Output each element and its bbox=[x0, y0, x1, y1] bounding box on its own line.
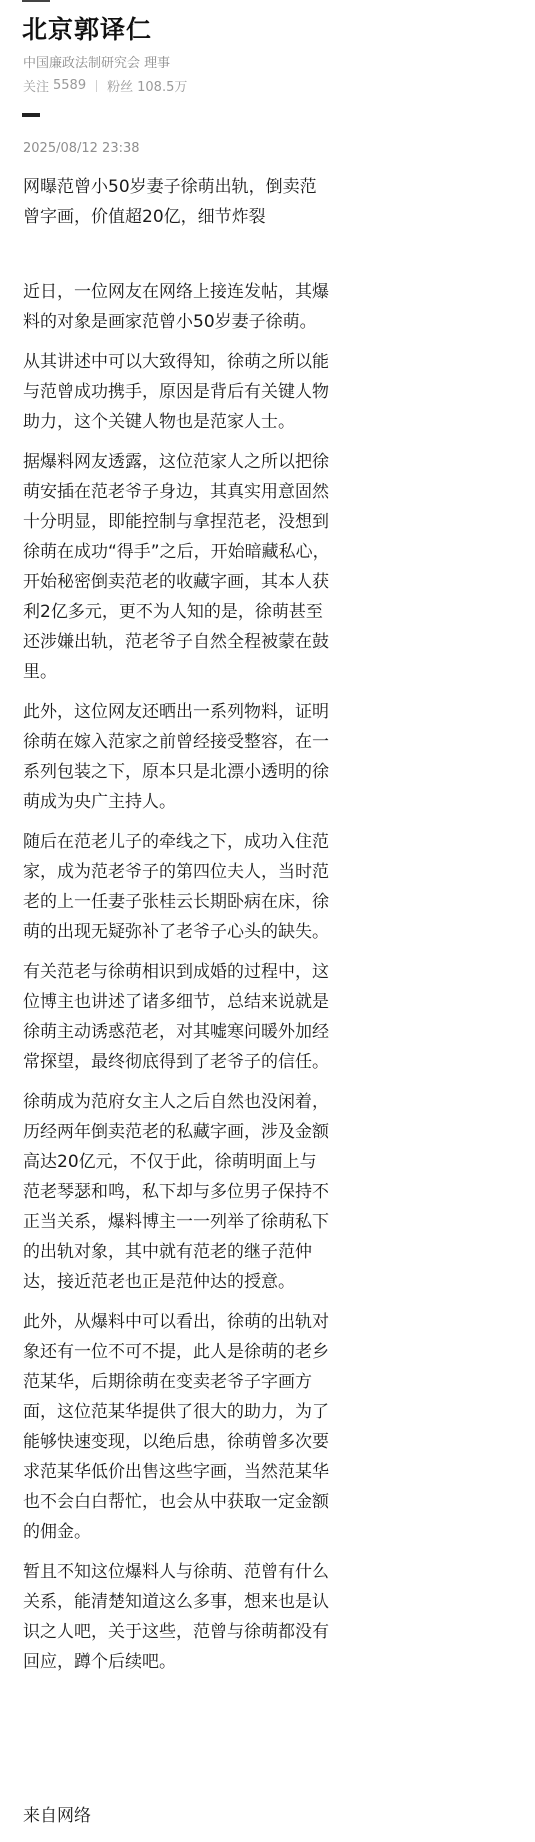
paragraph: 有关范老与徐萌相识到成婚的过程中，这位博主也讲述了诸多细节，总结来说就是徐萌主动诱惑范老，对其嘘寒问暖外加经常探望，最终彻底得到了老爷子的信任。 bbox=[23, 962, 329, 1072]
paragraph: 徐萌成为范府女主人之后自然也没闲着，历经两年倒卖范老的私藏字画，涉及金额高达20亿元，不仅于此，徐萌明面上与范老琴瑟和鸣，私下却与多位男子保持不正当关系，爆料博主一一列举了徐萌私下的出轨对象，其中就有范老的继子范仲达，接近范老也正是范仲达的授意。 bbox=[23, 1092, 329, 1292]
section-marker bbox=[22, 113, 40, 117]
author-name[interactable]: 北京郭译仁 bbox=[22, 15, 153, 44]
follow-count: 5589 bbox=[53, 78, 87, 93]
fans-count: 108.5万 bbox=[137, 80, 188, 95]
paragraph: 此外，从爆料中可以看出，徐萌的出轨对象还有一位不可不提，此人是徐萌的老乡范某华，后期徐萌在变卖老爷子字画方面，这位范某华提供了很大的助力，为了能够快速变现，以绝后患，徐萌曾多次要求范某华低价出售这些字画，当然范某华也不会白白帮忙，也会从中获取一定金额的佣金。 bbox=[23, 1312, 329, 1542]
author-stats bbox=[23, 76, 187, 95]
post-date: 2025/08/12 23:38 bbox=[23, 141, 140, 156]
post-headline: 网曝范曾小50岁妻子徐萌出轨，倒卖范曾字画，价值超20亿，细节炸裂 bbox=[23, 177, 317, 227]
follow-label: 关注 bbox=[23, 80, 50, 95]
top-divider bbox=[22, 0, 50, 2]
fans-label: 粉丝 bbox=[107, 80, 134, 95]
paragraph: 近日，一位网友在网络上接连发帖，其爆料的对象是画家范曾小50岁妻子徐萌。 bbox=[23, 282, 329, 332]
paragraph: 从其讲述中可以大致得知，徐萌之所以能与范曾成功携手，原因是背后有关键人物助力，这个关键人物也是范家人士。 bbox=[23, 352, 329, 432]
paragraph: 据爆料网友透露，这位范家人之所以把徐萌安插在范老爷子身边，其真实用意固然十分明显，即能控制与拿捏范老，没想到徐萌在成功“得手”之后，开始暗藏私心，开始秘密倒卖范老的收藏字画，其本人获利2亿多元，更不为人知的是，徐萌甚至还涉嫌出轨，范老爷子自然全程被蒙在鼓里。 bbox=[23, 452, 330, 682]
paragraph: 此外，这位网友还晒出一系列物料，证明徐萌在嫁入范家之前曾经接受整容，在一系列包装之下，原本只是北漂小透明的徐萌成为央广主持人。 bbox=[23, 702, 329, 812]
stats-divider bbox=[96, 80, 97, 92]
author-title: 中国廉政法制研究会 理事 bbox=[23, 56, 171, 71]
paragraph: 随后在范老儿子的牵线之下，成功入住范家，成为范老爷子的第四位夫人，当时范老的上一任妻子张桂云长期卧病在床，徐萌的出现无疑弥补了老爷子心头的缺失。 bbox=[23, 832, 329, 942]
post-source: 来自网络 bbox=[23, 1806, 91, 1826]
paragraph: 暂且不知这位爆料人与徐萌、范曾有什么关系，能清楚知道这么多事，想来也是认识之人吧，关于这些，范曾与徐萌都没有回应，蹲个后续吧。 bbox=[23, 1562, 329, 1672]
post-body bbox=[23, 277, 331, 1687]
